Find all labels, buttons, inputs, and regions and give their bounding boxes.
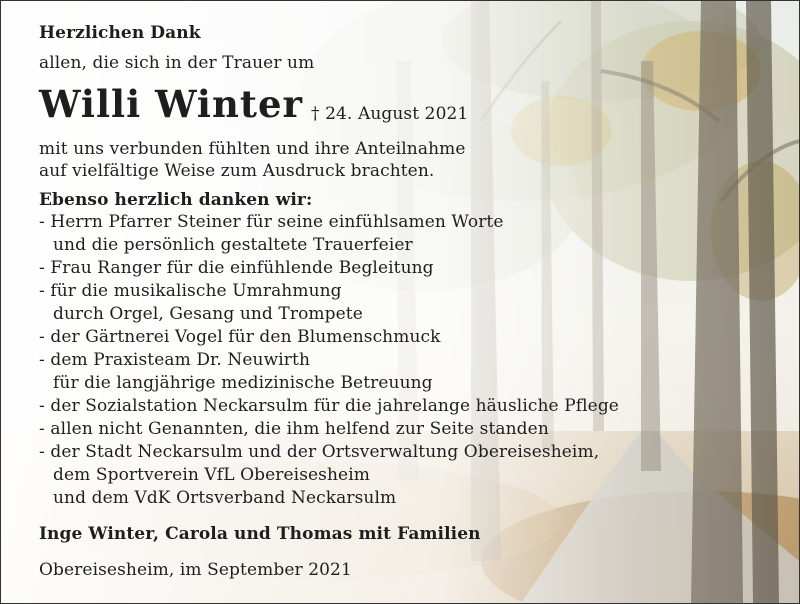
thanks-line: für die langjährige medizinische Betreuung <box>53 373 433 393</box>
place-date: Obereisesheim, im September 2021 <box>39 560 352 580</box>
thanks-line: - dem Praxisteam Dr. Neuwirth <box>39 350 310 370</box>
signature: Inge Winter, Carola und Thomas mit Familien <box>39 524 481 544</box>
intro-text: allen, die sich in der Trauer um <box>39 53 315 73</box>
thanks-line: - für die musikalische Umrahmung <box>39 281 342 301</box>
thanks-line: durch Orgel, Gesang und Trompete <box>53 304 363 324</box>
thanks-line: - der Sozialstation Neckarsulm für die jahrelange häusliche Pflege <box>39 396 619 416</box>
thanks-line: und die persönlich gestaltete Trauerfeier <box>53 235 413 255</box>
title-heading: Herzlichen Dank <box>39 23 201 43</box>
thanks-line: - allen nicht Genannten, die ihm helfend zur Seite standen <box>39 419 549 439</box>
thanks-line: - Frau Ranger für die einfühlende Begleitung <box>39 258 434 278</box>
death-date: † 24. August 2021 <box>311 104 469 124</box>
thanks-heading: Ebenso herzlich danken wir: <box>39 190 313 210</box>
thanks-line: - der Gärtnerei Vogel für den Blumenschmuck <box>39 327 441 347</box>
thanks-line: und dem VdK Ortsverband Neckarsulm <box>53 488 397 508</box>
body-line-2: auf vielfältige Weise zum Ausdruck brachten. <box>39 161 435 181</box>
thanks-line: - der Stadt Neckarsulm und der Ortsverwaltung Obereisesheim, <box>39 442 600 462</box>
body-line-1: mit uns verbunden fühlten und ihre Anteilnahme <box>39 139 466 159</box>
deceased-name: Willi Winter <box>39 82 303 126</box>
thanks-line: dem Sportverein VfL Obereisesheim <box>53 465 370 485</box>
thanks-line: - Herrn Pfarrer Steiner für seine einfühlsamen Worte <box>39 212 504 232</box>
